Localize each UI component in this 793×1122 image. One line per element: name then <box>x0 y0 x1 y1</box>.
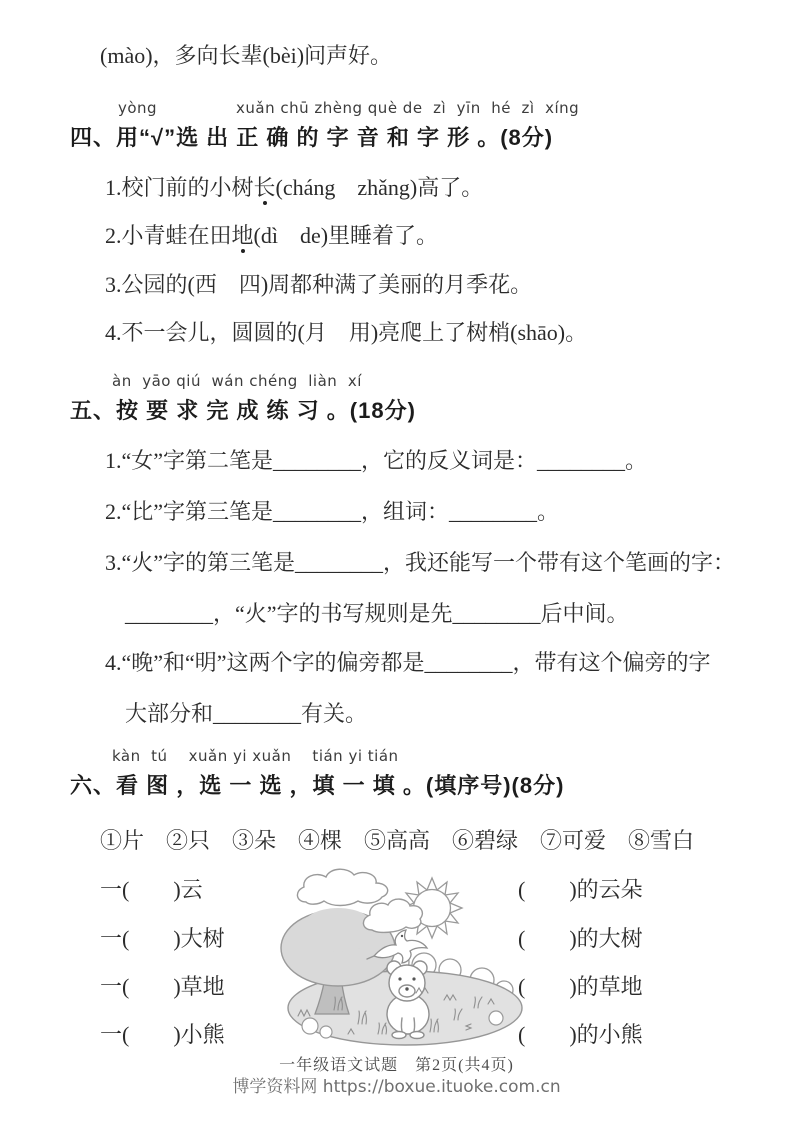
section4-pinyin-rest: xuǎn chū zhèng què de zì yīn hé zì xíng <box>236 99 580 117</box>
section4-item-4: 4.不一会儿，圆圆的(月 用)亮爬上了树梢(shāo)。 <box>105 320 588 345</box>
section5-item-2: 2.“比”字第三笔是________，组词：________。 <box>105 499 560 524</box>
footer-page-info: 一年级语文试题 第2页(共4页) <box>279 1057 514 1074</box>
section5-item-3-line1: 3.“火”字的第三笔是________，我还能写一个带有这个笔画的字： <box>105 550 736 575</box>
section4-item-2: 2.小青蛙在田地(dì de)里睡着了。 <box>105 223 439 248</box>
section5-item-1: 1.“女”字第二笔是________，它的反义词是：________。 <box>105 448 648 473</box>
measure-row-tree: 一( )大树 <box>100 926 225 951</box>
section6-pinyin: kàn tú xuǎn yi xuǎn tián yi tián <box>112 747 399 765</box>
section4-title: 四、用“√”选 出 正 确 的 字 音 和 字 形 。(8分) <box>70 125 554 150</box>
section5-item-3-line2: ________，“火”字的书写规则是先________后中间。 <box>125 601 629 626</box>
adjective-row-cloud: ( )的云朵 <box>518 877 643 902</box>
section4-item-1: 1.校门前的小树长(cháng zhǎng)高了。 <box>105 175 484 200</box>
bear-icon <box>387 961 429 1039</box>
footer-watermark: 博学资料网 https://boxue.ituoke.com.cn <box>232 1077 561 1097</box>
section5-pinyin: àn yāo qiú wán chéng liàn xí <box>112 372 362 390</box>
section4-item-3: 3.公园的(西 四)周都种满了美丽的月季花。 <box>105 272 533 297</box>
section5-title: 五、按 要 求 完 成 练 习 。(18分) <box>70 398 416 423</box>
measure-row-cloud: 一( )云 <box>100 877 203 902</box>
measure-row-grass: 一( )草地 <box>100 974 225 999</box>
adjective-row-grass: ( )的草地 <box>518 974 643 999</box>
section4-pinyin-yong: yòng <box>118 99 158 117</box>
scene-illustration <box>278 858 530 1048</box>
section5-item-4-line2: 大部分和________有关。 <box>125 701 368 726</box>
adjective-row-tree: ( )的大树 <box>518 926 643 951</box>
intro-line: (mào)，多向长辈(bèi)问声好。 <box>100 43 393 68</box>
section6-option-bank: ①片 ②只 ③朵 ④棵 ⑤高高 ⑥碧绿 ⑦可爱 ⑧雪白 <box>100 828 695 853</box>
section5-item-4-line1: 4.“晚”和“明”这两个字的偏旁都是________，带有这个偏旁的字 <box>105 650 711 675</box>
emphasis-dot-di <box>241 249 245 253</box>
adjective-row-bear: ( )的小熊 <box>518 1022 643 1047</box>
section6-title: 六、看 图 ，选 一 选 ，填 一 填 。(填序号)(8分) <box>70 773 565 798</box>
measure-row-bear: 一( )小熊 <box>100 1022 225 1047</box>
emphasis-dot-chang <box>263 201 267 205</box>
